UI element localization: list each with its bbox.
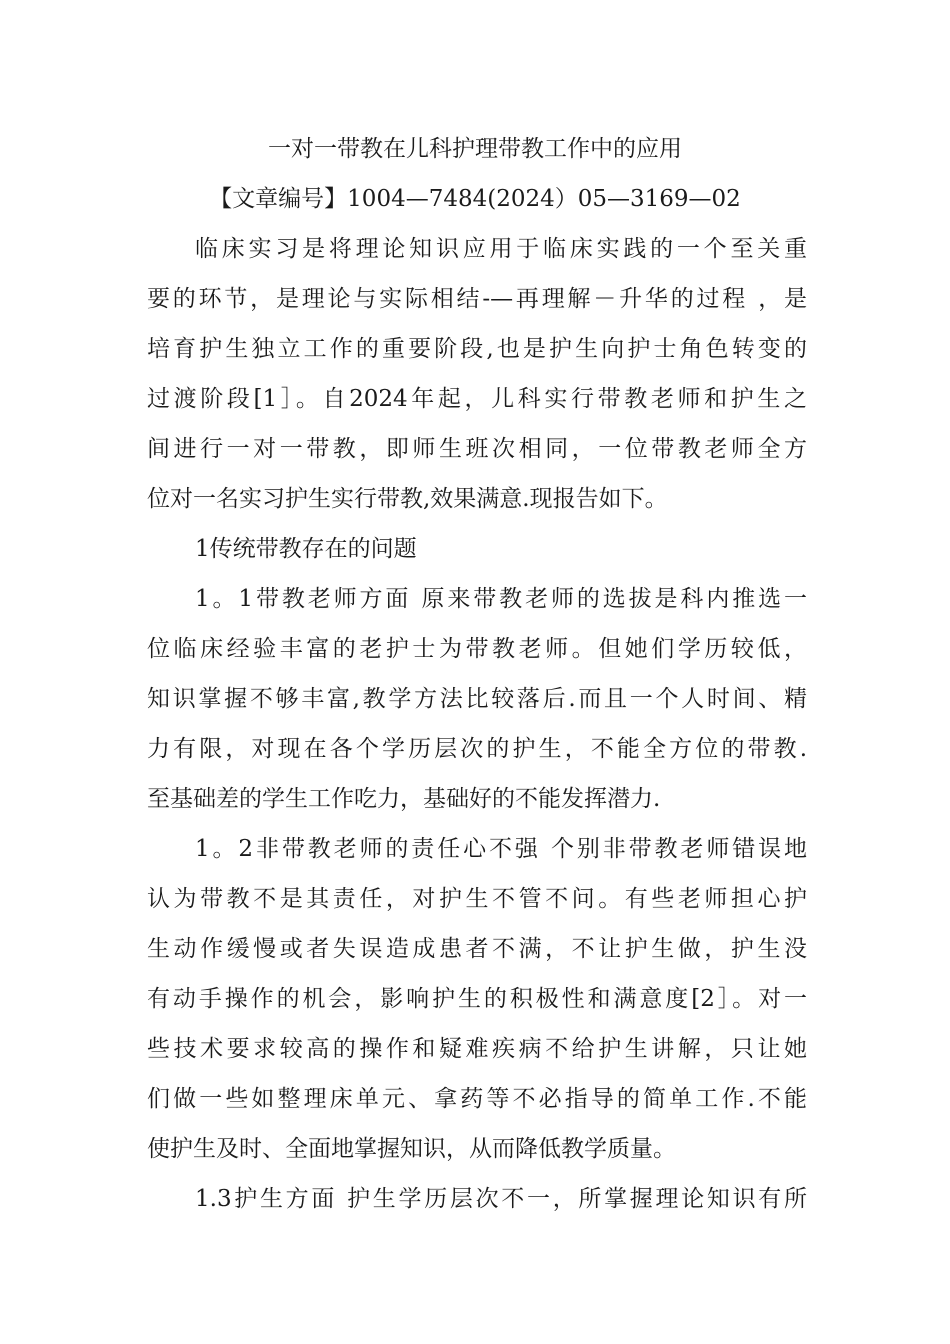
paragraph-line: 使护生及时、全面地掌握知识，从而降低教学质量。 — [147, 1136, 676, 1162]
paragraph-line: 们做一些如整理床单元、拿药等不必指导的简单工作.不能 — [147, 1086, 807, 1112]
paragraph-line: 培育护生独立工作的重要阶段,也是护生向护士角色转变的 — [147, 336, 807, 362]
paragraph-line: 过渡阶段[1］。自2024年起，儿科实行带教老师和护生之 — [147, 386, 807, 412]
paragraph-line: 位临床经验丰富的老护士为带教老师。但她们学历较低， — [147, 636, 807, 662]
paragraph-line: 知识掌握不够丰富,教学方法比较落后.而且一个人时间、精 — [147, 686, 807, 712]
article-number: 【文章编号】1004—7484(2024）05—3169—02 — [209, 186, 741, 212]
paragraph-line: 临床实习是将理论知识应用于临床实践的一个至关重 — [195, 236, 807, 262]
paragraph-line: 些技术要求较高的操作和疑难疾病不给护生讲解，只让她 — [147, 1036, 807, 1062]
paragraph-line: 1。1带教老师方面 原来带教老师的选拔是科内推选一 — [195, 586, 807, 612]
paragraph-line: 有动手操作的机会，影响护生的积极性和满意度[2］。对一 — [147, 986, 807, 1012]
paragraph-line: 力有限，对现在各个学历层次的护生，不能全方位的带教. — [147, 736, 807, 762]
paragraph-line: 至基础差的学生工作吃力，基础好的不能发挥潜力. — [147, 786, 661, 812]
paragraph-line: 要的环节，是理论与实际相结-—再理解－升华的过程 ，是 — [147, 286, 807, 312]
section-heading: 1传统带教存在的问题 — [195, 536, 417, 562]
paragraph-line: 1。2非带教老师的责任心不强 个别非带教老师错误地 — [195, 836, 807, 862]
document-title: 一对一带教在儿科护理带教工作中的应用 — [268, 136, 682, 162]
paragraph-line: 生动作缓慢或者失误造成患者不满，不让护生做，护生没 — [147, 936, 807, 962]
paragraph-line: 认为带教不是其责任，对护生不管不问。有些老师担心护 — [147, 886, 807, 912]
paragraph-line: 1.3护生方面 护生学历层次不一，所掌握理论知识有所 — [195, 1186, 807, 1212]
paragraph-line: 间进行一对一带教，即师生班次相同，一位带教老师全方 — [147, 436, 807, 462]
paragraph-line: 位对一名实习护生实行带教,效果满意.现报告如下。 — [147, 486, 668, 512]
